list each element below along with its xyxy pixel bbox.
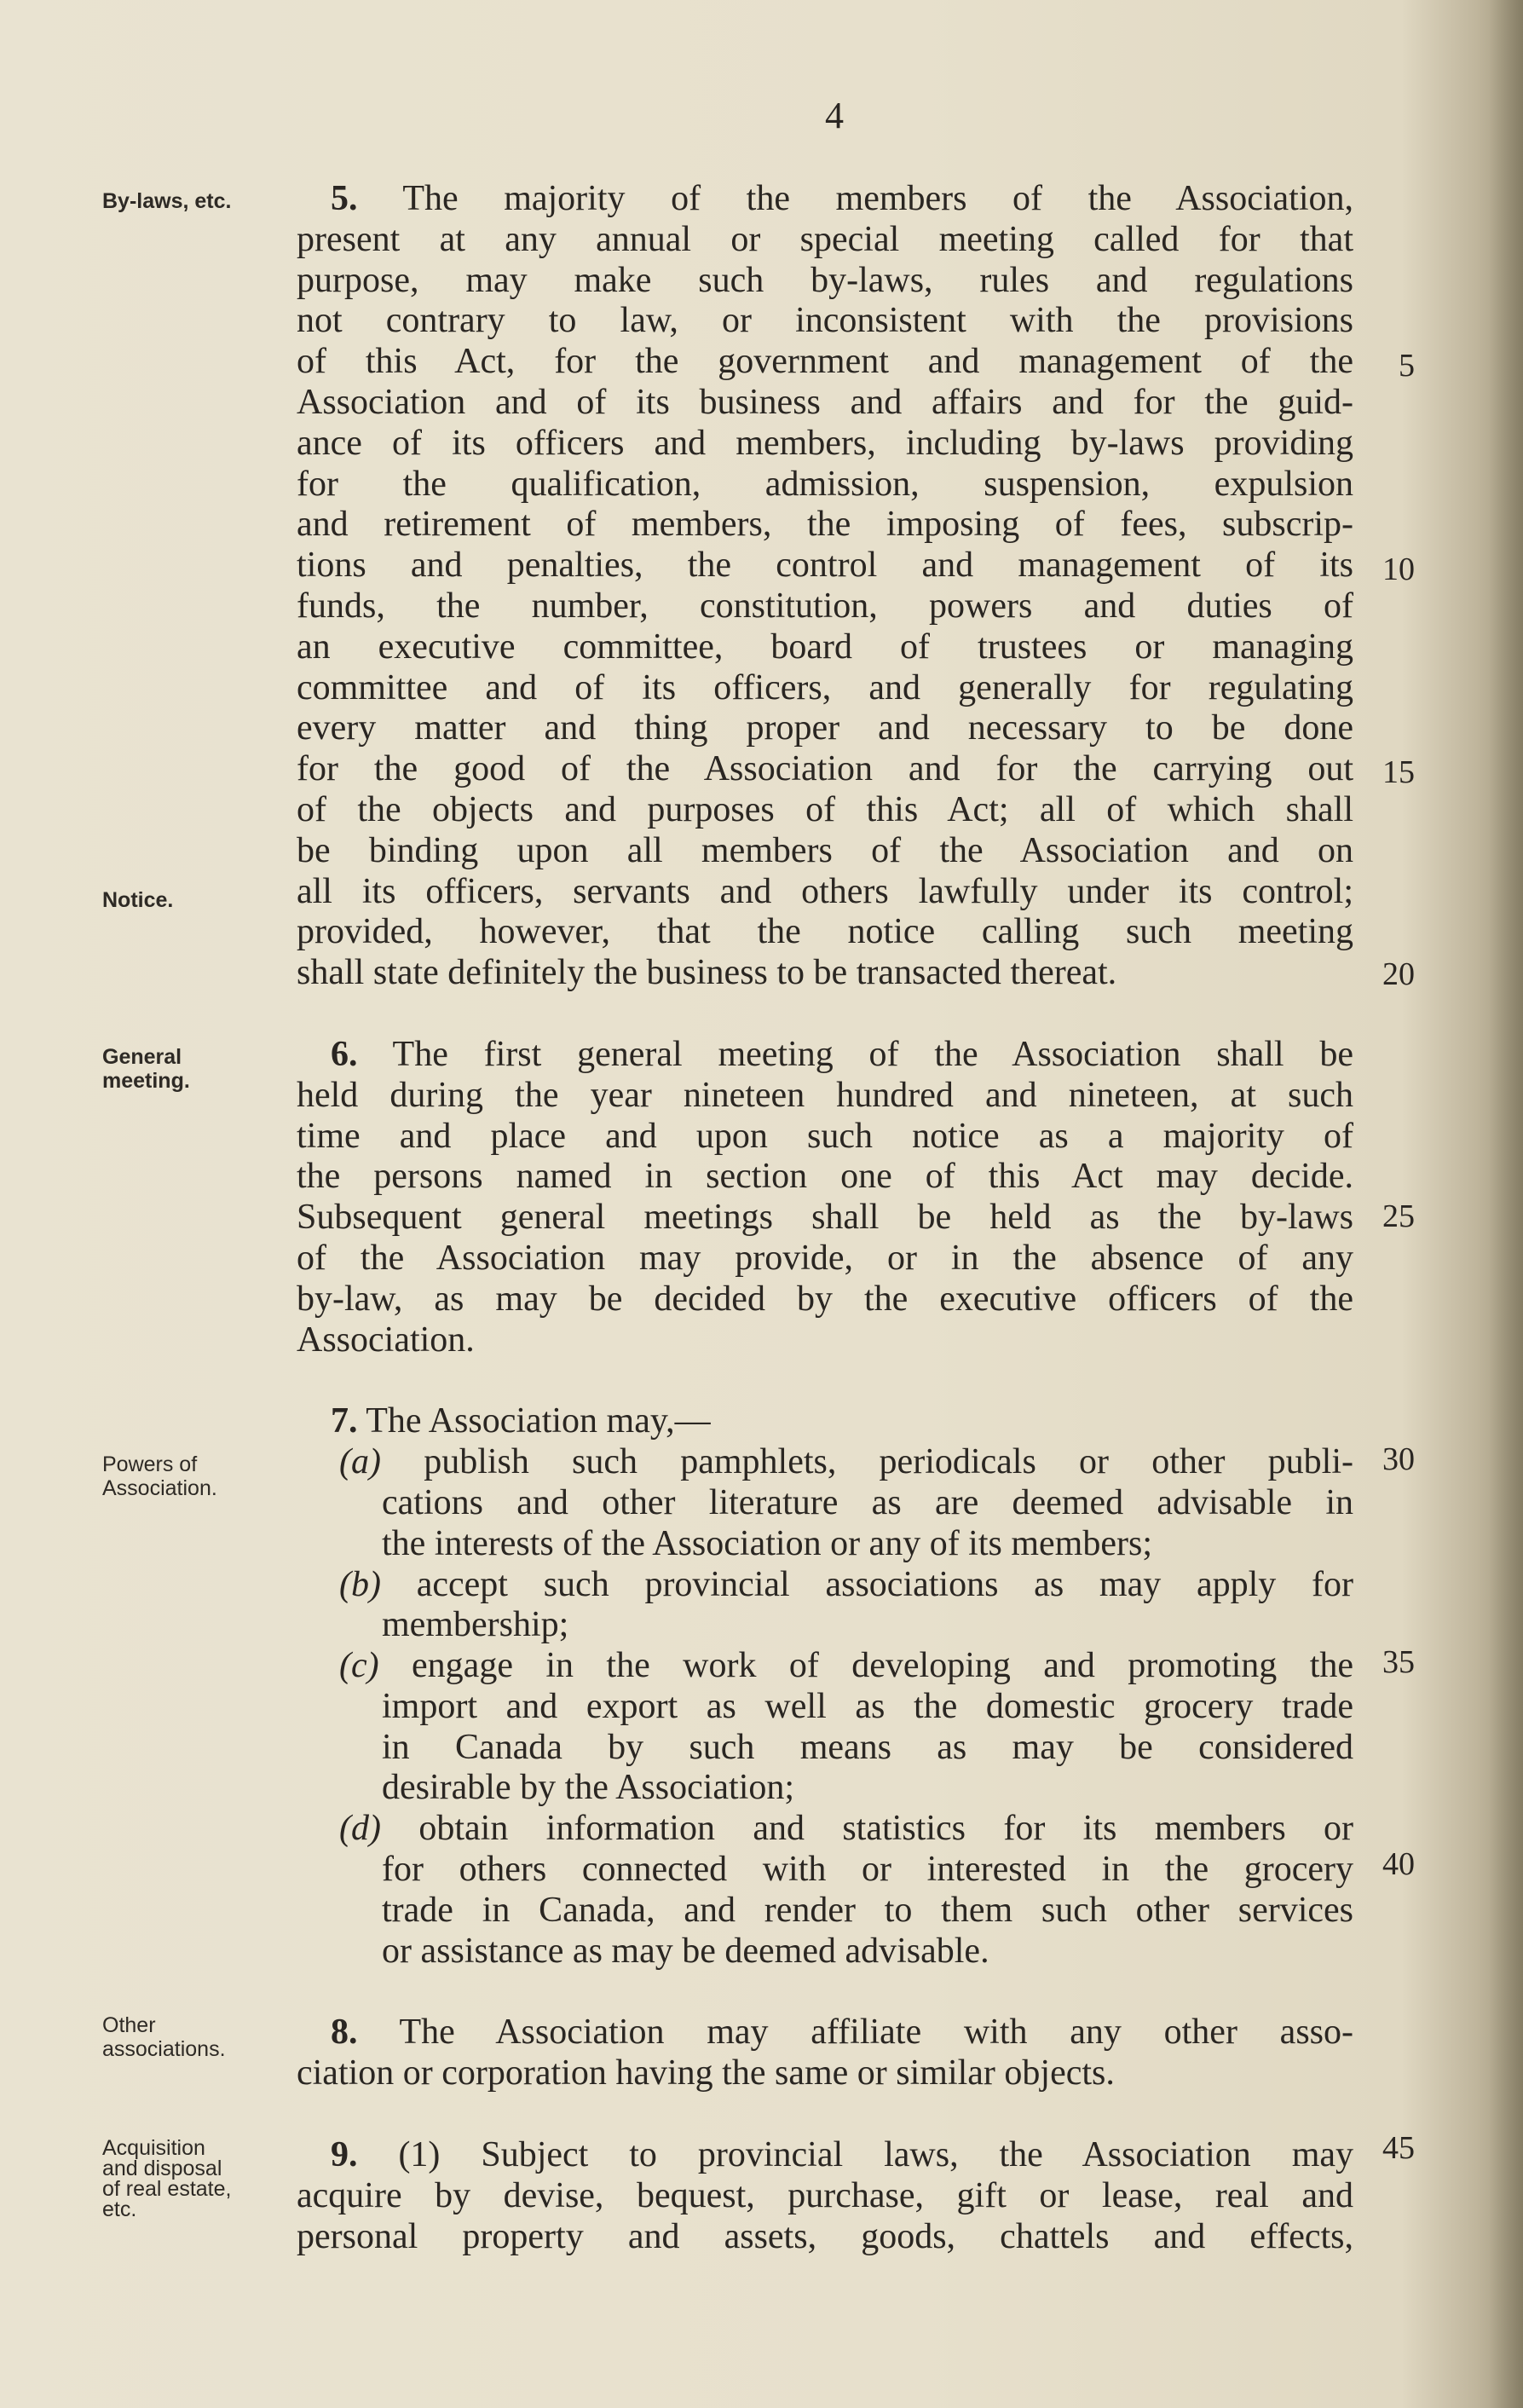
text-line: in Canada by such means as may be considered [382, 1727, 1353, 1767]
item-label: (b) [339, 1564, 381, 1604]
section-number: 5. [331, 179, 358, 218]
text-line: of this Act, for the government and management of the [297, 342, 1353, 382]
text-line: all its officers, servants and others lawfully under its control; [297, 871, 1353, 911]
line-number: 10 [1382, 551, 1415, 587]
margin-note-line: and disposal [102, 2157, 222, 2180]
text-line: the persons named in section one of this Act may decide. [297, 1157, 1353, 1197]
text-line: personal property and assets, goods, chattels and effects, [297, 2216, 1353, 2256]
text-line [297, 1565, 1353, 1606]
margin-note-line: Other [102, 2013, 156, 2037]
line-number: 15 [1382, 754, 1415, 790]
text-line: by-law, as may be decided by the executive officers of the [297, 1279, 1353, 1319]
section-7 [297, 1401, 1353, 1972]
margin-note-acquisition [102, 2138, 290, 2220]
line-number: 45 [1382, 2130, 1415, 2166]
text-line: held during the year nineteen hundred and nineteen, at such [297, 1075, 1353, 1115]
text-line: funds, the number, constitution, powers and duties of [297, 586, 1353, 626]
text-line [297, 1035, 1353, 1076]
line-number: 40 [1382, 1846, 1415, 1882]
page-edge-shadow [1489, 0, 1523, 2408]
text-line: the interests of the Association or any of its members; [382, 1523, 1152, 1563]
text-line: of the objects and purposes of this Act; all of which shall [297, 789, 1353, 829]
text-line: membership; [382, 1605, 569, 1645]
text-line: for the good of the Association and for the carrying out [297, 749, 1353, 789]
text-fragment: (1) Subject to provincial laws, the Association may [398, 2135, 1353, 2175]
margin-note-line: Association. [102, 1476, 217, 1500]
text-line: purpose, may make such by-laws, rules and regulations [297, 260, 1353, 300]
list-item-b [297, 1565, 1353, 1647]
text-line [297, 179, 1353, 220]
text-line: for the qualification, admission, suspension, expulsion [297, 464, 1353, 504]
margin-note-general-meeting [102, 1045, 290, 1093]
margin-note-powers [102, 1452, 290, 1500]
text-line: tions and penalties, the control and management of its [297, 546, 1353, 586]
text-line: of the Association may provide, or in the absence of any [297, 1238, 1353, 1278]
text-fragment: publish such pamphlets, periodicals or other publi- [424, 1442, 1353, 1482]
line-number: 20 [1382, 956, 1415, 992]
line-number: 30 [1382, 1441, 1415, 1477]
text-line: cations and other literature as are deemed advisable in [382, 1482, 1353, 1522]
item-label: (a) [339, 1442, 381, 1482]
text-line [297, 1809, 1353, 1850]
text-line: Association. [297, 1319, 475, 1360]
spacer [297, 2094, 1353, 2135]
line-number: 5 [1399, 348, 1415, 384]
section-number: 9. [331, 2135, 358, 2175]
text-line: trade in Canada, and render to them such other services [382, 1890, 1353, 1930]
text-line: be binding upon all members of the Association and on [297, 830, 1353, 870]
margin-note-line: Powers of [102, 1452, 198, 1476]
text-fragment: accept such provincial associations as may apply for [416, 1564, 1354, 1604]
margin-note-line: of real estate, [102, 2177, 232, 2201]
list-item-d [297, 1809, 1353, 1972]
text-line [297, 2012, 1353, 2053]
item-label: (d) [339, 1809, 381, 1849]
text-line: ance of its officers and members, including by-laws providing [297, 423, 1353, 463]
text-line: import and export as well as the domestic grocery trade [382, 1686, 1353, 1726]
text-line: an executive committee, board of trustees or managing [297, 627, 1353, 667]
text-fragment: The Association may,— [366, 1401, 711, 1441]
text-line [297, 1401, 1353, 1442]
text-fragment: The Association may affiliate with any other asso- [399, 2012, 1353, 2053]
list-item-c [297, 1646, 1353, 1809]
list-item-a [297, 1442, 1353, 1564]
text-fragment: obtain information and statistics for its members or [418, 1809, 1353, 1849]
margin-note-line: meeting. [102, 1069, 190, 1093]
text-line: time and place and upon such notice as a majority of [297, 1116, 1353, 1156]
text-line: shall state definitely the business to be transacted thereat. [297, 953, 1117, 993]
text-line: Association and of its business and affairs and for the guid- [297, 382, 1353, 422]
text-line: every matter and thing proper and necessary to be done [297, 708, 1353, 748]
margin-note-line: etc. [102, 2197, 137, 2221]
line-number: 25 [1382, 1198, 1415, 1234]
section-number: 6. [331, 1034, 358, 1074]
text-line: present at any annual or special meeting called for that [297, 219, 1353, 259]
text-line: desirable by the Association; [382, 1768, 795, 1808]
text-line [297, 2135, 1353, 2176]
section-number: 8. [331, 2012, 358, 2053]
spacer [297, 994, 1353, 1035]
text-line: for others connected with or interested in the grocery [382, 1850, 1353, 1890]
text-line: provided, however, that the notice calling such meeting [297, 912, 1353, 952]
spacer [297, 1360, 1353, 1401]
text-fragment: The majority of the members of the Association, [402, 179, 1354, 218]
section-9 [297, 2135, 1353, 2257]
text-line: not contrary to law, or inconsistent with the provisions [297, 301, 1353, 341]
text-line [297, 1442, 1353, 1483]
text-line: committee and of its officers, and generally for regulating [297, 667, 1353, 707]
text-line [297, 1646, 1353, 1687]
section-5 [297, 179, 1353, 994]
section-8 [297, 2012, 1353, 2094]
text-line: Subsequent general meetings shall be held as the by-laws [297, 1198, 1353, 1238]
line-number: 35 [1382, 1644, 1415, 1680]
text-fragment: engage in the work of developing and promoting the [412, 1646, 1354, 1686]
spacer [297, 1972, 1353, 2012]
text-line: or assistance as may be deemed advisable. [382, 1931, 989, 1971]
section-6 [297, 1035, 1353, 1360]
margin-note-notice: Notice. [102, 888, 174, 912]
text-line: and retirement of members, the imposing of fees, subscrip- [297, 505, 1353, 545]
margin-note-line: General [102, 1045, 182, 1069]
margin-note-line: associations. [102, 2037, 226, 2061]
margin-note-other-associations [102, 2013, 290, 2061]
text-line: ciation or corporation having the same or similar objects. [297, 2053, 1115, 2093]
text-line: acquire by devise, bequest, purchase, gift or lease, real and [297, 2175, 1353, 2215]
section-number: 7. [331, 1401, 358, 1441]
margin-note-line: Acquisition [102, 2136, 205, 2160]
margin-note-bylaws: By-laws, etc. [102, 189, 232, 213]
page-number: 4 [825, 95, 844, 136]
item-label: (c) [339, 1646, 379, 1686]
text-fragment: The first general meeting of the Association shall be [392, 1034, 1353, 1074]
main-text [297, 179, 1353, 2257]
